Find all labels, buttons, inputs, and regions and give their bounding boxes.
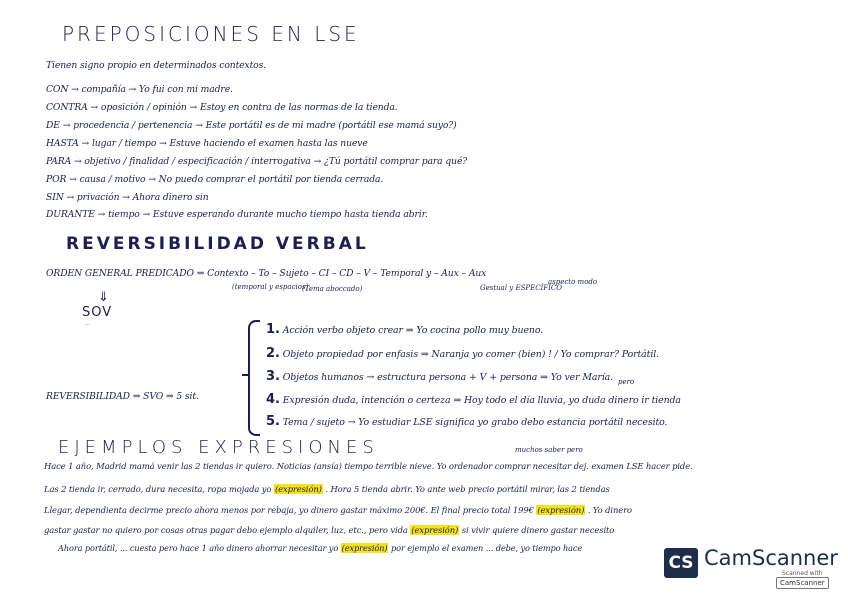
prep-line-para: PARA → objetivo / finalidad / especificación / interrogativa → ¿Tú portátil comprar para qué? <box>46 156 468 167</box>
camscanner-logo-icon: CS <box>664 548 698 578</box>
situation-item-5: 5. Tema / sujeto → Yo estudiar LSE significa yo grabo debo estancia portátil necesito. <box>266 414 668 429</box>
highlight-expresion: (expresión) <box>341 543 388 553</box>
down-arrow-icon: ⇓ <box>98 290 109 305</box>
prep-line-durante: DURANTE → tiempo → Estuve esperando durante mucho tiempo hasta tienda abrir. <box>46 209 428 220</box>
highlight-expresion: (expresión) <box>274 484 322 494</box>
prep-line-sin: SIN → privación → Ahora dinero sin <box>46 192 209 203</box>
prep-line-con: CON → compañía → Yo fui con mi madre. <box>46 84 233 95</box>
highlight-expresion: (expresión) <box>411 525 459 535</box>
title-ejemplos: EJEMPLOS EXPRESIONES <box>58 437 379 458</box>
orden-sub-tema: (Tema aboccado) <box>302 285 363 293</box>
prep-line-hasta: HASTA → lugar / tiempo → Estuve haciendo el examen hasta las nueve <box>46 138 368 149</box>
prep-line-contra: CONTRA → oposición / opinión → Estoy en contra de las normas de la tienda. <box>46 102 398 113</box>
situation-item-4: 4. Expresión duda, intención o certeza ⇒ Hoy todo el día lluvia, yo duda dinero ir tienda <box>266 392 681 407</box>
example-line-2: Las 2 tienda ir, cerrado, dura necesita, ropa mojada yo (expresión) . Hora 5 tienda abrir. Yo ante web precio portátil mirar, las 2 tiendas <box>44 484 610 494</box>
example-above-note: muchos saber pero <box>515 446 583 454</box>
title-reversibilidad: REVERSIBILIDAD VERBAL <box>66 234 369 254</box>
svo-line: REVERSIBILIDAD ⇒ SVO ⇒ 5 sit. <box>46 391 199 402</box>
brace-tip <box>242 374 248 376</box>
situation-item-4-note: pero <box>618 378 635 386</box>
orden-general-line: ORDEN GENERAL PREDICADO ⇒ Contexto – To – Sujeto – CI – CD – V – Temporal y – Aux – Aux <box>46 268 487 279</box>
highlight-expresion: (expresión) <box>537 505 585 515</box>
situation-item-2: 2. Objeto propiedad por enfasis ⇒ Naranja yo comer (bien) ! / Yo comprar? Portátil. <box>266 346 660 361</box>
brace-icon <box>248 320 260 436</box>
scanned-with-label: Scanned with <box>782 570 823 577</box>
example-line-1: Hace 1 año, Madrid mamá venir las 2 tiendas ir quiero. Noticias (ansía) tiempo terrible nieve. Yo ordenador comprar necesitar dej. examen LSE hacer pide. <box>44 461 693 471</box>
sov-label: SOV <box>82 305 113 320</box>
title-preposiciones: PREPOSICIONES EN LSE <box>62 22 360 46</box>
situation-item-1: 1. Acción verbo objeto crear ⇒ Yo cocina pollo muy bueno. <box>266 322 544 337</box>
situation-item-3: 3. Objetos humanos → estructura persona + V + persona ⇒ Yo ver María. <box>266 369 614 384</box>
camscanner-badge: CamScanner <box>776 577 829 589</box>
orden-sub-gestual: Gestual y ESPECÍFICO <box>480 284 563 292</box>
orden-sub-aspecto: aspecto modo <box>548 278 598 286</box>
example-line-3: Llegar, dependienta decirme precio ahora menos por rebaja, yo dinero gastar máximo 200€. El final precio total 199€ (expresión) . Yo dinero <box>44 505 632 515</box>
prepositions-intro: Tienen signo propio en determinados contextos. <box>46 60 267 71</box>
example-line-4: gastar gastar no quiero por cosas otras pagar debo ejemplo alquiler, luz, etc., pero vida (expresión) si vivir quiere dinero gastar necesito <box>44 525 615 535</box>
example-line-5: Ahora portátil, ... cuesta pero hace 1 año dinero ahorrar necesitar yo (expresión) por ejemplo el examen ... debe, yo tiempo hace <box>58 543 583 553</box>
orden-sub-temporal: (temporal y espacios) <box>232 283 309 291</box>
prep-line-por: POR → causa / motivo → No puedo comprar el portátil por tienda cerrada. <box>46 174 384 185</box>
sov-sub-marks: ⋮ <box>84 322 90 327</box>
prep-line-de: DE → procedencia / pertenencia → Este portátil es de mi madre (portátil ese mamá suyo?) <box>46 120 457 131</box>
camscanner-name: CamScanner <box>704 546 838 570</box>
